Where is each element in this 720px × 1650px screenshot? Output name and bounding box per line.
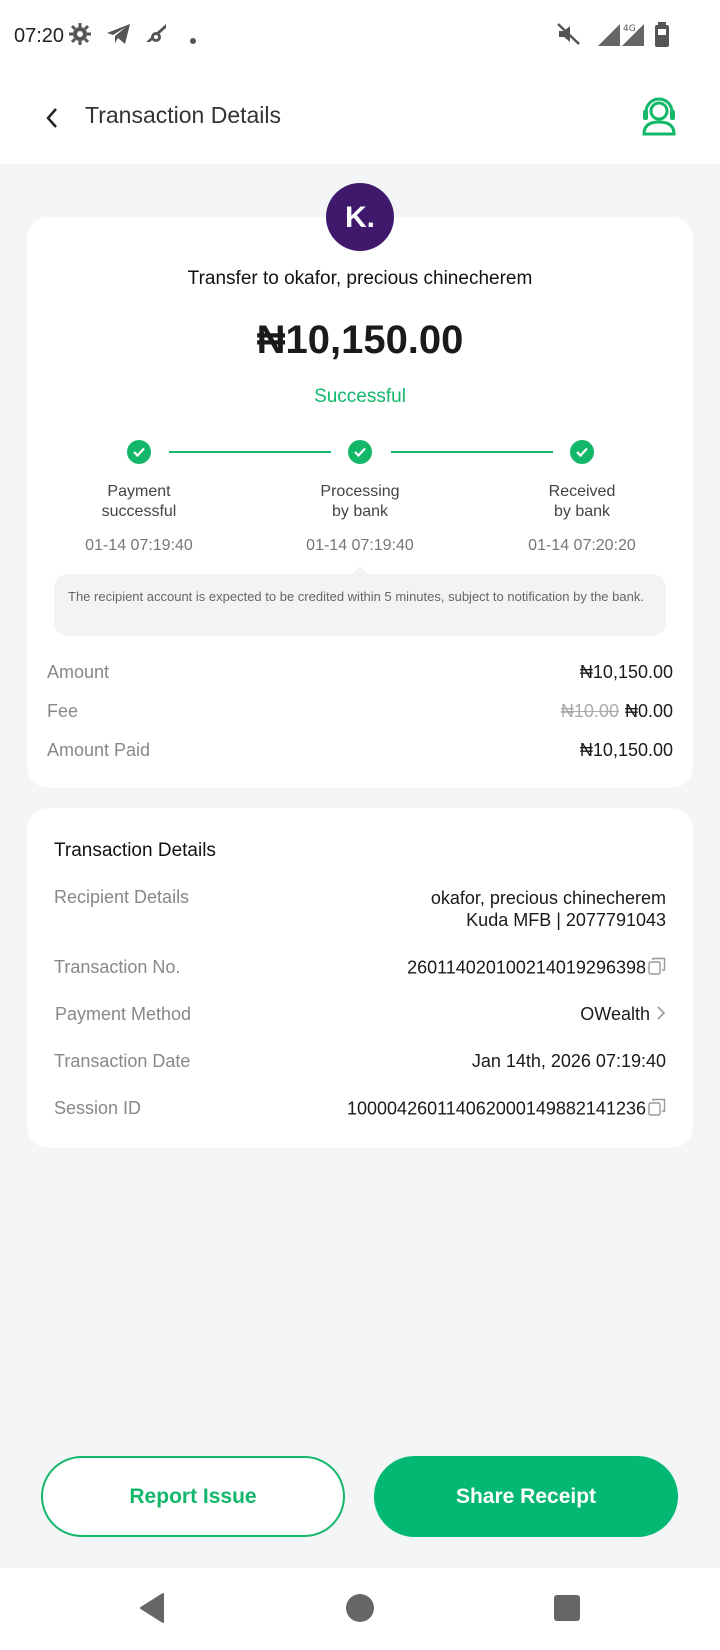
step-time: 01-14 07:19:40: [85, 537, 193, 554]
app-header: [0, 72, 720, 164]
share-receipt-button[interactable]: Share Receipt: [374, 1456, 678, 1537]
copy-icon[interactable]: [648, 1098, 666, 1121]
step-label: Payment successful: [101, 483, 177, 520]
fee-original: ₦10.00: [560, 701, 619, 721]
signal-icon: [596, 22, 648, 53]
battery-icon: [654, 22, 670, 53]
telegram-icon: [106, 22, 132, 51]
session-id-label: Session ID: [54, 1098, 142, 1118]
credit-notice: The recipient account is expected to be credited within 5 minutes, subject to notification by the bank.: [54, 574, 666, 636]
status-time: 07:20: [14, 25, 65, 47]
payment-method-value[interactable]: OWealth: [580, 1004, 666, 1026]
nav-back-icon: [137, 1592, 167, 1624]
step-time: 01-14 07:19:40: [306, 537, 414, 554]
recipient-label: Recipient Details: [54, 887, 190, 907]
check-icon: [348, 440, 372, 464]
step-time: 01-14 07:20:20: [528, 537, 636, 554]
fee-label: Fee: [47, 701, 79, 721]
transaction-date-value: Jan 14th, 2026 07:19:40: [471, 1051, 666, 1071]
amount-paid-value: ₦10,150.00: [579, 740, 673, 760]
session-id-value: 100004260114062000149882141236: [347, 1098, 666, 1121]
amount-value: ₦10,150.00: [579, 662, 673, 682]
page-title: Transaction Details: [85, 102, 282, 128]
recipient-name: okafor, precious chinecherem: [430, 888, 666, 908]
kuda-logo: [326, 183, 394, 251]
notice-pointer: [352, 566, 368, 574]
status-bar: [0, 0, 720, 72]
transaction-no-label: Transaction No.: [54, 957, 181, 977]
chevron-right-icon: [656, 1005, 666, 1026]
check-icon: [127, 440, 151, 464]
status-badge: Successful: [314, 386, 406, 407]
amount-label: Amount: [47, 662, 110, 682]
gear-icon: [68, 22, 92, 51]
mute-icon: [556, 22, 582, 51]
payment-method-label: Payment Method: [55, 1004, 192, 1024]
progress-line: [169, 451, 331, 453]
details-section-title: Transaction Details: [54, 840, 216, 861]
step-label: Processing by bank: [320, 483, 400, 520]
back-button[interactable]: [38, 98, 66, 138]
recipient-bank: Kuda MFB | 2077791043: [466, 910, 666, 930]
customer-support-button[interactable]: [640, 94, 678, 136]
amount-paid-label: Amount Paid: [47, 740, 151, 760]
step-label: Received by bank: [548, 483, 616, 520]
system-nav-bar: [0, 1568, 720, 1650]
network-type: 4G: [623, 24, 636, 34]
transaction-no-value: 260114020100214019296398: [407, 957, 666, 980]
copy-icon[interactable]: [648, 957, 666, 980]
customer-support-icon: [640, 94, 678, 136]
recipient-value: [431, 887, 666, 931]
check-icon: [570, 440, 594, 464]
nav-home-icon: [345, 1593, 375, 1623]
transfer-amount: ₦10,150.00: [256, 318, 464, 362]
fee-actual: ₦0.00: [624, 701, 673, 721]
report-issue-button[interactable]: Report Issue: [41, 1456, 345, 1537]
back-arrow-icon: [45, 107, 59, 129]
nav-recents-icon: [553, 1594, 581, 1622]
wifi-gear-icon: [144, 22, 170, 51]
nav-back-button[interactable]: [132, 1588, 172, 1628]
nav-recents-button[interactable]: [547, 1588, 587, 1628]
logo-text: K.: [345, 201, 375, 234]
fee-value: [561, 701, 673, 722]
dot-icon: [189, 32, 197, 50]
nav-home-button[interactable]: [340, 1588, 380, 1628]
transfer-title: Transfer to okafor, precious chinecherem: [187, 268, 533, 289]
transaction-date-label: Transaction Date: [54, 1051, 191, 1071]
progress-line: [391, 451, 553, 453]
